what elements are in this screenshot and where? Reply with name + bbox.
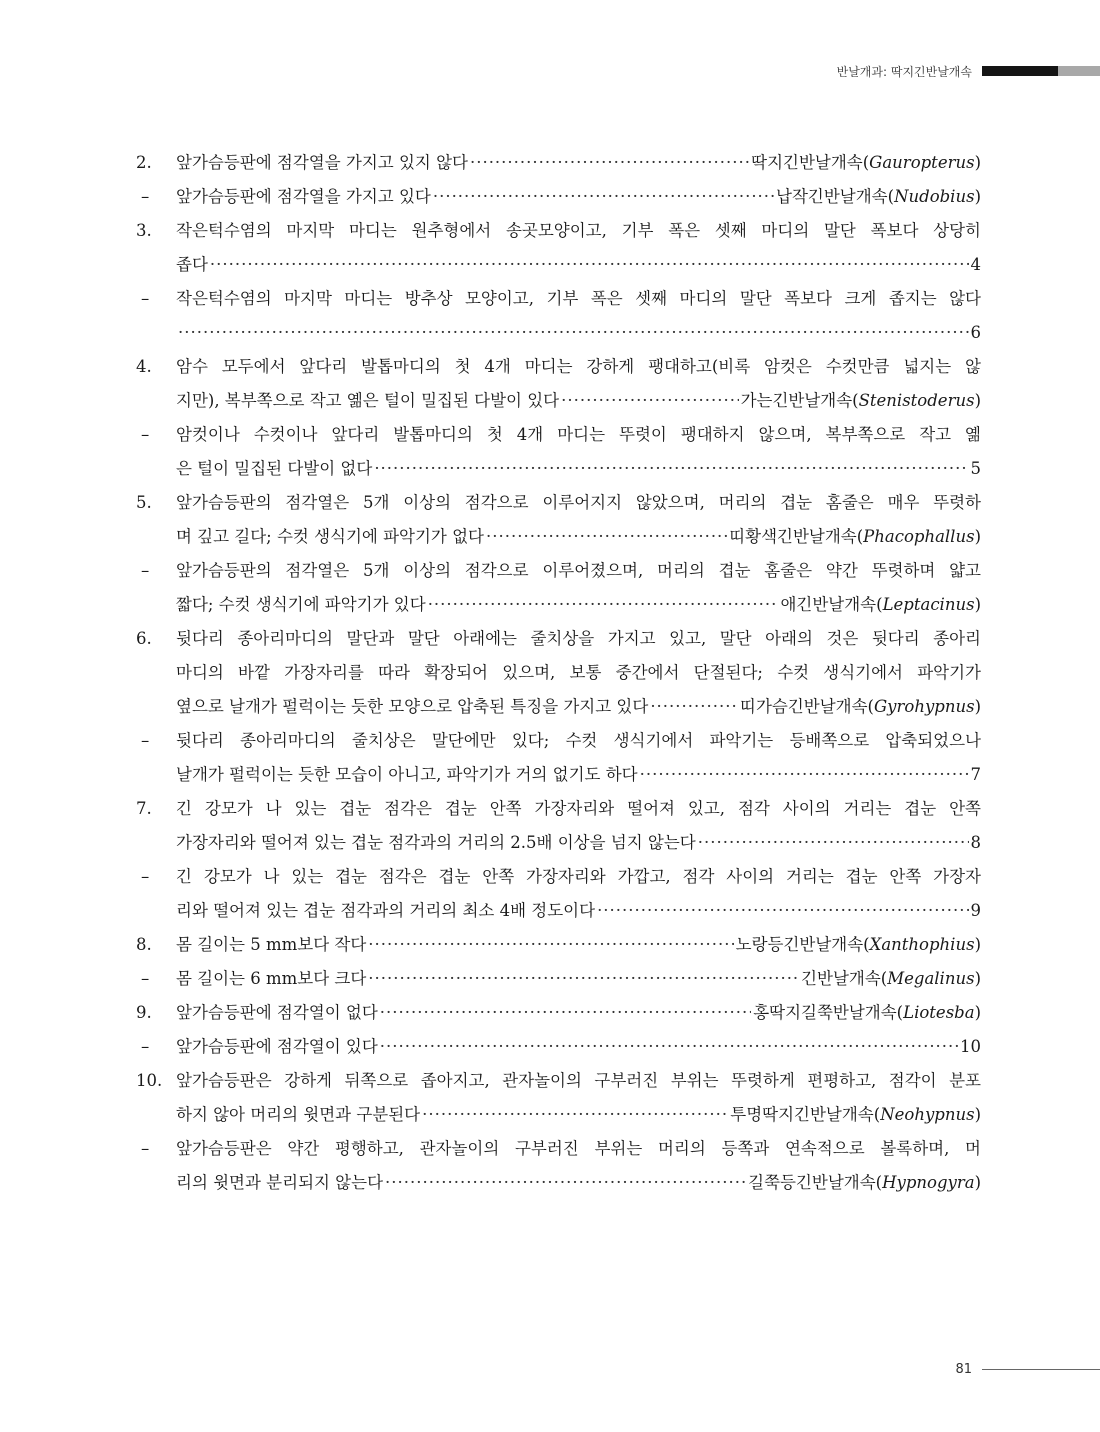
- key-entry: [136, 350, 981, 418]
- dot-leader: [597, 894, 968, 928]
- couplet-result: [971, 452, 982, 486]
- entry-number: –: [141, 867, 150, 886]
- header-bar-dark: [982, 66, 1058, 76]
- couplet-result: [776, 180, 981, 214]
- entry-number: –: [141, 1037, 150, 1056]
- key-entry: [136, 962, 981, 996]
- closing-paren: ): [974, 1173, 981, 1192]
- key-line-with-result: [176, 1030, 981, 1064]
- footer-rule: [982, 1369, 1100, 1370]
- key-entry: [136, 928, 981, 962]
- result-label: 9: [970, 901, 981, 920]
- key-entry: [136, 996, 981, 1030]
- genus-name: Megalinus: [887, 969, 975, 988]
- key-line-with-result: [176, 758, 981, 792]
- key-line-with-result: [176, 894, 981, 928]
- couplet-result: [971, 894, 982, 928]
- key-line-with-result: [176, 996, 981, 1030]
- closing-paren: ): [974, 1003, 981, 1022]
- closing-paren: ): [974, 969, 981, 988]
- couplet-result: [729, 520, 981, 554]
- couplet-text: 뒷다리 종아리마디의 줄치상은 말단에만 있다; 수컷 생식기에서 파악기는 등배쪽으로 압축되었으나: [176, 731, 981, 750]
- key-line-with-result: [176, 588, 981, 622]
- result-label: 4: [970, 255, 981, 274]
- genus-name: Liotesba: [903, 1003, 975, 1022]
- couplet-text: 뒷다리 종아리마디의 말단과 말단 아래에는 줄치상을 가지고 있고, 말단 아래의 것은 뒷다리 종아리: [176, 629, 981, 648]
- closing-paren: ): [974, 697, 981, 716]
- couplet-text: 가장자리와 떨어져 있는 겹눈 점각과의 거리의 2.5배 이상을 넘지 않는다: [176, 833, 696, 852]
- couplet-result: [741, 384, 981, 418]
- couplet-text: 작은턱수염의 마지막 마디는 원추형에서 송곳모양이고, 기부 폭은 셋째 마디의 말단 폭보다 상당히: [176, 221, 981, 240]
- result-label: 5: [970, 459, 981, 478]
- header-title: 반날개과: 딱지긴반날개속: [836, 64, 972, 79]
- key-entry: [136, 146, 981, 180]
- key-entry: [136, 486, 981, 554]
- couplet-result: [801, 962, 981, 996]
- couplet-text: 몸 길이는 6 mm보다 크다: [176, 969, 367, 988]
- key-line-with-result: [176, 826, 981, 860]
- dot-leader: [385, 1166, 746, 1200]
- running-header: [837, 63, 1100, 79]
- couplet-text: 앞가슴등판에 점각열이 있다: [176, 1037, 378, 1056]
- key-entry: [136, 622, 981, 724]
- couplet-result: [740, 690, 981, 724]
- closing-paren: ): [974, 391, 981, 410]
- dot-leader: [380, 1030, 958, 1064]
- dot-leader: [422, 1098, 728, 1132]
- couplet-text: 앞가슴등판에 점각열을 가지고 있지 않다: [176, 153, 468, 172]
- entry-number: –: [141, 731, 150, 750]
- key-line-with-result: [176, 690, 981, 724]
- result-label: 납작긴반날개속(: [776, 187, 895, 206]
- dot-leader: [433, 180, 774, 214]
- dot-leader: [380, 996, 751, 1030]
- key-line-with-result: [176, 1166, 981, 1200]
- couplet-text: 은 털이 밀집된 다발이 없다: [176, 459, 373, 478]
- couplet-text: 며 깊고 길다; 수컷 생식기에 파악기가 없다: [176, 527, 484, 546]
- entry-number: 7.: [136, 799, 152, 818]
- entry-number: 6.: [136, 629, 152, 648]
- dot-leader: [368, 962, 799, 996]
- result-label: 7: [970, 765, 981, 784]
- dot-leader: [561, 384, 738, 418]
- key-line-with-result: [176, 452, 981, 486]
- genus-name: Stenistoderus: [858, 391, 975, 410]
- closing-paren: ): [974, 1105, 981, 1124]
- key-entry: [136, 1064, 981, 1132]
- couplet-text: 앞가슴등판의 점각열은 5개 이상의 점각으로 이루어졌으며, 머리의 겹눈 홈줄은 약간 뚜렷하며 얇고: [176, 561, 981, 580]
- result-label: 노랑등긴반날개속(: [735, 935, 870, 954]
- result-label: 6: [970, 323, 981, 342]
- couplet-text: 긴 강모가 나 있는 겹눈 점각은 겹눈 안쪽 가장자리와 떨어져 있고, 점각 사이의 거리는 겹눈 안쪽: [176, 799, 981, 818]
- key-line-with-result: [176, 962, 981, 996]
- key-line-with-result: [176, 1098, 981, 1132]
- couplet-text: 앞가슴등판의 점각열은 5개 이상의 점각으로 이루어지지 않았으며, 머리의 겹눈 홈줄은 매우 뚜렷하: [176, 493, 981, 512]
- closing-paren: ): [974, 935, 981, 954]
- dot-leader: [374, 452, 968, 486]
- couplet-text: 리와 떨어져 있는 겹눈 점각과의 거리의 최소 4배 정도이다: [176, 901, 596, 920]
- key-entry: [136, 792, 981, 860]
- entry-number: –: [141, 561, 150, 580]
- key-line-with-result: [176, 520, 981, 554]
- dot-leader: [698, 826, 969, 860]
- key-entry: [136, 724, 981, 792]
- couplet-text: 날개가 펄럭이는 듯한 모습이 아니고, 파악기가 거의 없기도 하다: [176, 765, 638, 784]
- key-entry: [136, 860, 981, 928]
- key-entry: [136, 214, 981, 282]
- couplet-text: 앞가슴등판은 강하게 뒤쪽으로 좁아지고, 관자놀이의 구부러진 부위는 뚜렷하게 편평하고, 점각이 분포: [176, 1071, 981, 1090]
- entry-number: –: [141, 289, 150, 308]
- dot-leader: [368, 928, 733, 962]
- couplet-text: 하지 않아 머리의 윗면과 구분된다: [176, 1105, 421, 1124]
- key-line-with-result: [176, 316, 981, 350]
- entry-number: –: [141, 1139, 150, 1158]
- key-entry: [136, 180, 981, 214]
- closing-paren: ): [974, 527, 981, 546]
- entry-number: 3.: [136, 221, 152, 240]
- page-footer: [955, 1362, 1100, 1377]
- entry-number: 8.: [136, 935, 152, 954]
- couplet-result: [736, 928, 981, 962]
- dot-leader: [428, 588, 779, 622]
- genus-name: Xanthophius: [869, 935, 975, 954]
- result-label: 띠황색긴반날개속(: [729, 527, 864, 546]
- page-number: 81: [955, 1362, 972, 1377]
- dot-leader: [640, 758, 969, 792]
- key-entry: [136, 554, 981, 622]
- couplet-text: 마디의 바깥 가장자리를 따라 확장되어 있으며, 보통 중간에서 단절된다; 수컷 생식기에서 파악기가: [176, 663, 981, 682]
- result-label: 딱지긴반날개속(: [751, 153, 870, 172]
- couplet-text: 작은턱수염의 마지막 마디는 방추상 모양이고, 기부 폭은 셋째 마디의 말단 폭보다 크게 좁지는 않다: [176, 289, 981, 308]
- dot-leader: [650, 690, 738, 724]
- couplet-result: [753, 996, 981, 1030]
- header-bar-gray: [1058, 66, 1100, 76]
- genus-name: Neohypnus: [880, 1105, 975, 1124]
- couplet-text: 몸 길이는 5 mm보다 작다: [176, 935, 367, 954]
- closing-paren: ): [974, 595, 981, 614]
- key-line-with-result: [176, 928, 981, 962]
- closing-paren: ): [974, 153, 981, 172]
- couplet-result: [780, 588, 981, 622]
- key-entry: [136, 282, 981, 350]
- result-label: 8: [970, 833, 981, 852]
- couplet-result: [971, 248, 982, 282]
- couplet-result: [960, 1030, 981, 1064]
- result-label: 긴반날개속(: [801, 969, 888, 988]
- entry-number: 4.: [136, 357, 152, 376]
- key-line-with-result: [176, 180, 981, 214]
- couplet-text: 옆으로 날개가 펄럭이는 듯한 모양으로 압축된 특징을 가지고 있다: [176, 697, 649, 716]
- key-entry: [136, 1132, 981, 1200]
- couplet-text: 긴 강모가 나 있는 겹눈 점각은 겹눈 안쪽 가장자리와 가깝고, 점각 사이의 거리는 겹눈 안쪽 가장자: [176, 867, 981, 886]
- entry-number: 9.: [136, 1003, 152, 1022]
- result-label: 홍딱지길쭉반날개속(: [753, 1003, 904, 1022]
- dot-leader: [178, 316, 969, 350]
- couplet-text: 암수 모두에서 앞다리 발톱마디의 첫 4개 마디는 강하게 팽대하고(비록 암컷은 수컷만큼 넓지는 않: [176, 357, 981, 376]
- entry-number: 2.: [136, 153, 152, 172]
- key-line-with-result: [176, 146, 981, 180]
- genus-name: Phacophallus: [863, 527, 975, 546]
- dot-leader: [470, 146, 749, 180]
- couplet-result: [730, 1098, 981, 1132]
- couplet-result: [971, 316, 982, 350]
- couplet-result: [748, 1166, 981, 1200]
- couplet-text: 리의 윗면과 분리되지 않는다: [176, 1173, 384, 1192]
- couplet-text: 앞가슴등판에 점각열을 가지고 있다: [176, 187, 431, 206]
- key-line-with-result: [176, 248, 981, 282]
- result-label: 가는긴반날개속(: [740, 391, 859, 410]
- result-label: 띠가슴긴반날개속(: [740, 697, 874, 716]
- dot-leader: [486, 520, 727, 554]
- couplet-text: 짧다; 수컷 생식기에 파악기가 있다: [176, 595, 426, 614]
- result-label: 길쭉등긴반날개속(: [748, 1173, 883, 1192]
- genus-name: Leptacinus: [882, 595, 975, 614]
- genus-name: Hypnogyra: [882, 1173, 975, 1192]
- identification-key: [136, 146, 981, 1200]
- couplet-result: [971, 758, 982, 792]
- entry-number: –: [141, 187, 150, 206]
- couplet-text: 앞가슴등판에 점각열이 없다: [176, 1003, 378, 1022]
- entry-number: 10.: [136, 1071, 163, 1090]
- entry-number: –: [141, 425, 150, 444]
- couplet-text: 지만), 복부쪽으로 작고 옒은 털이 밀집된 다발이 있다: [176, 391, 560, 410]
- genus-name: Nudobius: [894, 187, 975, 206]
- couplet-text: 암컷이나 수컷이나 앞다리 발톱마디의 첫 4개 마디는 뚜렷이 팽대하지 않으며, 복부쪽으로 작고 옒: [176, 425, 981, 444]
- entry-number: 5.: [136, 493, 152, 512]
- key-entry: [136, 418, 981, 486]
- closing-paren: ): [974, 187, 981, 206]
- result-label: 투명딱지긴반날개속(: [730, 1105, 881, 1124]
- genus-name: Gauropterus: [869, 153, 975, 172]
- couplet-result: [751, 146, 981, 180]
- dot-leader: [210, 248, 969, 282]
- key-line-with-result: [176, 384, 981, 418]
- result-label: 10: [960, 1037, 981, 1056]
- couplet-text: 좁다: [176, 255, 208, 274]
- entry-number: –: [141, 969, 150, 988]
- couplet-result: [971, 826, 982, 860]
- result-label: 애긴반날개속(: [780, 595, 883, 614]
- key-entry: [136, 1030, 981, 1064]
- couplet-text: 앞가슴등판은 약간 평행하고, 관자놀이의 구부러진 부위는 머리의 등쪽과 연속적으로 볼록하며, 머: [176, 1139, 981, 1158]
- genus-name: Gyrohypnus: [874, 697, 975, 716]
